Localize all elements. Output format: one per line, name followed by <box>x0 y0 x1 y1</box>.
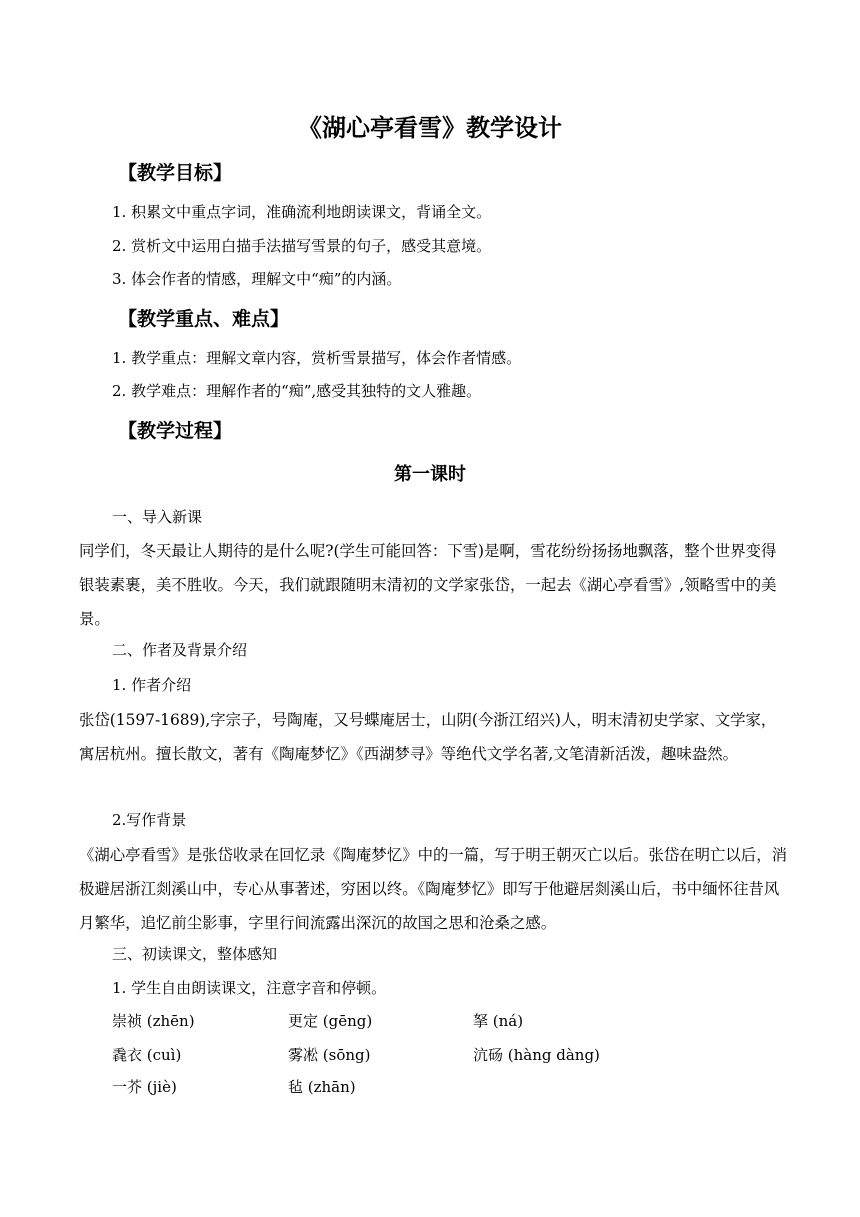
vocab-item: 雾凇 (sōng) <box>288 1046 371 1064</box>
part1-text: 同学们，冬天最让人期待的是什么呢?(学生可能回答：下雪)是啊，雪花纷纷扬扬地飘落，整个世界变得银装素裹，美不胜收。今天，我们就跟随明末清初的文学家张岱，一起去《湖心亭看雪》,领略雪中的美景。 <box>79 542 777 628</box>
background-heading: 2.写作背景 <box>112 811 187 829</box>
vocab-item: 更定 (gēng) <box>288 1012 373 1030</box>
key-point-item-2: 2. 教学难点：理解作者的“痴”,感受其独特的文人雅趣。 <box>112 382 482 400</box>
goal-item-3: 3. 体会作者的情感，理解文中“痴”的内涵。 <box>112 270 402 288</box>
document-title: 《湖心亭看雪》教学设计 <box>298 114 562 142</box>
background-text: 《湖心亭看雪》是张岱收录在回忆录《陶庵梦忆》中的一篇，写于明王朝灭亡以后。张岱在明亡以后，消极避居浙江剡溪山中，专心从事著述，穷困以终。《陶庵梦忆》即写于他避居剡溪山后，书中缅怀往昔风月繁华，追忆前尘影事，字里行间流露出深沉的故国之思和沧桑之感。 <box>79 846 787 932</box>
key-point-item-1: 1. 教学重点：理解文章内容，赏析雪景描写，体会作者情感。 <box>112 349 522 367</box>
goals-heading: 【教学目标】 <box>118 162 233 184</box>
part1-heading: 一、导入新课 <box>112 508 203 526</box>
part3-heading: 三、初读课文，整体感知 <box>112 945 278 963</box>
vocab-item: 拏 (ná) <box>473 1012 524 1030</box>
author-heading: 1. 作者介绍 <box>112 676 192 694</box>
vocab-item: 沆砀 (hàng dàng) <box>473 1046 600 1064</box>
lesson-subtitle: 第一课时 <box>394 464 466 485</box>
goal-item-2: 2. 赏析文中运用白描手法描写雪景的句子，感受其意境。 <box>112 237 492 255</box>
key-points-heading: 【教学重点、难点】 <box>118 308 290 330</box>
author-text: 张岱(1597-1689),字宗子，号陶庵，又号蝶庵居士，山阴(今浙江绍兴)人，明末清初史学家、文学家，寓居杭州。擅长散文，著有《陶庵梦忆》《西湖梦寻》等绝代文学名著,文笔清新活泼，趣味盎然。 <box>79 711 777 763</box>
goal-item-1: 1. 积累文中重点字词，准确流利地朗读课文，背诵全文。 <box>112 203 492 221</box>
vocab-item: 毡 (zhān) <box>288 1078 356 1096</box>
vocab-item: 一芥 (jiè) <box>112 1078 177 1096</box>
vocab-item: 崇祯 (zhēn) <box>112 1012 195 1030</box>
reading-instruction: 1. 学生自由朗读课文，注意字音和停顿。 <box>112 979 387 997</box>
part2-heading: 二、作者及背景介绍 <box>112 641 248 659</box>
vocab-item: 毳衣 (cuì) <box>112 1046 182 1064</box>
process-heading: 【教学过程】 <box>118 420 233 442</box>
